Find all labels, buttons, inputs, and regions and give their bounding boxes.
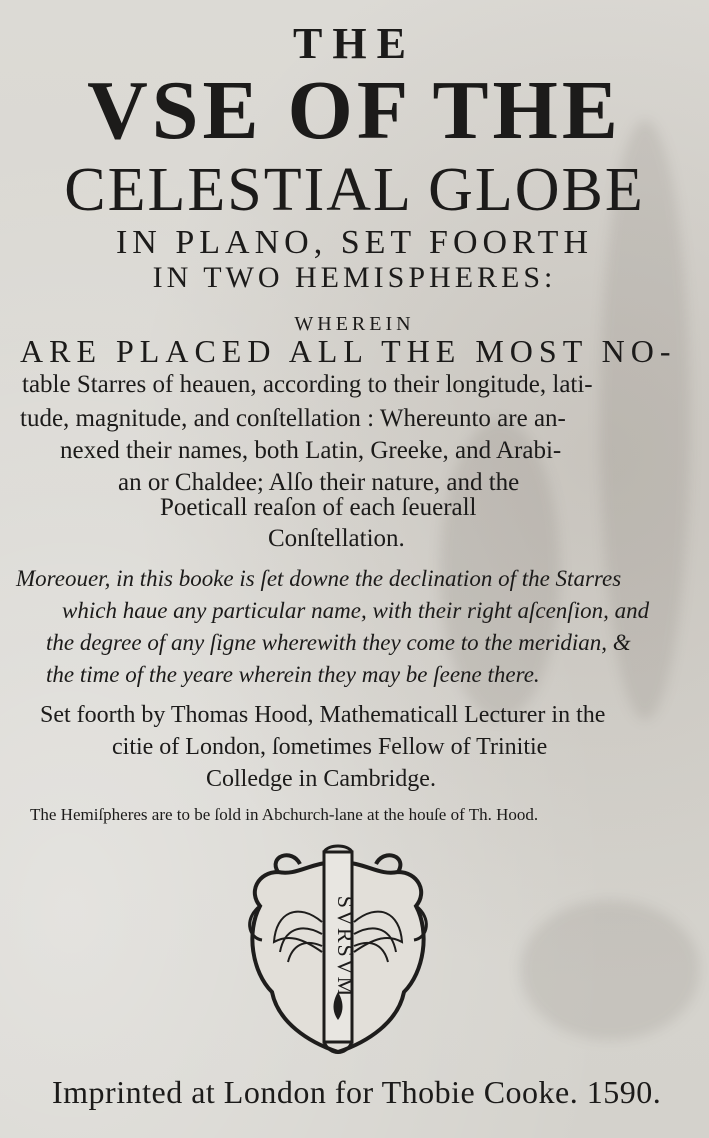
body-line: nexed their names, both Latin, Greeke, and Arabi- [60,437,562,464]
italic-line: which haue any particular name, with their right aſcenſion, and [62,598,650,623]
emblem-motto: SVRSVM [333,895,358,999]
title-line-celestial: CELESTIAL GLOBE [64,156,645,224]
body-line: ARE PLACED ALL THE MOST NO- [20,333,677,369]
title-line-hemispheres: IN TWO HEMISPHERES: [152,261,557,294]
body-line: Poeticall reaſon of each ſeuerall [160,494,477,521]
body-line: Conſtellation. [268,525,405,552]
body-line: table Starres of heauen, according to their longitude, lati- [22,371,593,398]
italic-line: the time of the yeare wherein they may be ſeene there. [46,662,540,687]
sursum-emblem [238,842,438,1072]
italic-line: the degree of any ſigne wherewith they come to the meridian, & [46,630,631,655]
author-line: Colledge in Cambridge. [206,766,436,792]
imprint-line: Imprinted at London for Thobie Cooke. 1590. [52,1074,662,1110]
subtitle-wherein: WHEREIN [294,313,415,335]
paper-stain [520,900,700,1040]
author-line: citie of London, ſometimes Fellow of Trinitie [112,734,548,760]
body-line: an or Chaldee; Alſo their nature, and the [118,469,520,496]
title-line-plano: IN PLANO, SET FOORTH [115,224,594,261]
author-line: Set foorth by Thomas Hood, Mathematicall Lecturer in the [40,702,606,728]
body-line: tude, magnitude, and conſtellation : Whereunto are an- [20,405,566,432]
sale-note: The Hemiſpheres are to be ſold in Abchurch-lane at the houſe of Th. Hood. [30,805,539,824]
italic-line: Moreouer, in this booke is ſet downe the declination of the Starres [16,566,622,591]
title-line-vse: VSE OF THE [87,64,622,157]
title-line-the: THE [293,19,416,68]
